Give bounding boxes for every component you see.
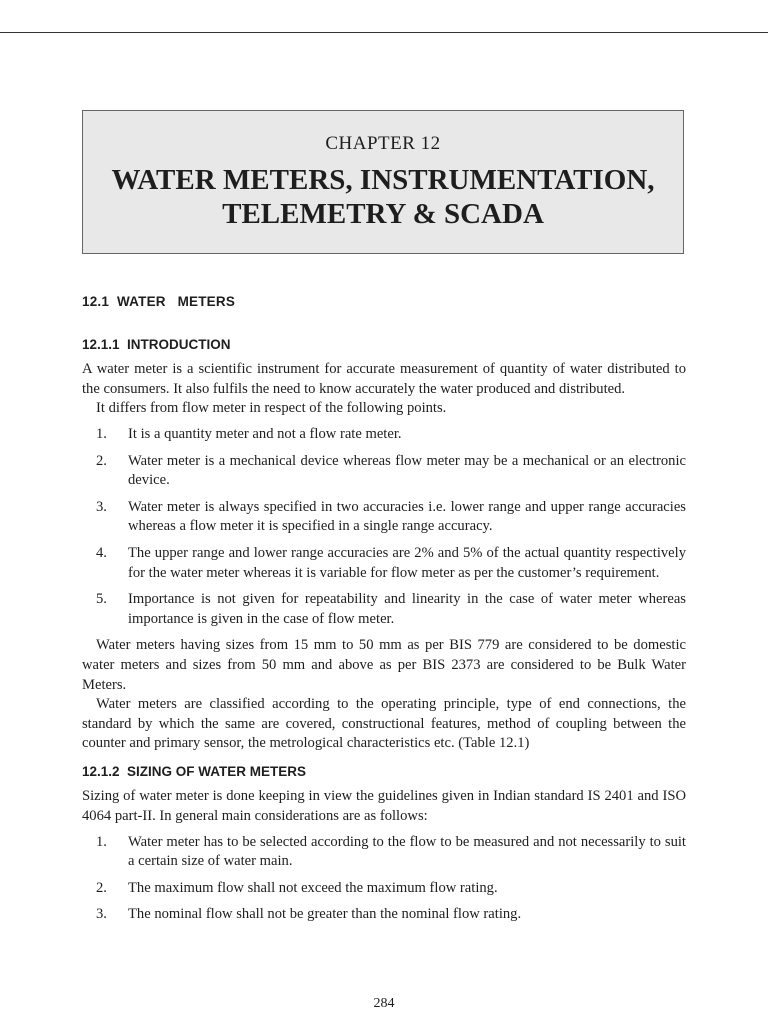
- classification-paragraph: Water meters are classified according to the operating principle, type of end connections, the standard by which the same are covered, constructional features, method of coupling between the counter and primary sensor, the metrological characteristics etc. (Table 12.1): [82, 696, 686, 752]
- list-item-number: 3.: [96, 906, 107, 923]
- list-item-number: 5.: [96, 591, 107, 608]
- list-item-number: 3.: [96, 498, 107, 515]
- list-item-number: 4.: [96, 544, 107, 561]
- list-item-text: Water meter is always specified in two accuracies i.e. lower range and upper range accuracies whereas a flow meter it is specified in a single range accuracy.: [128, 498, 686, 535]
- domestic-meters-paragraph: Water meters having sizes from 15 mm to 50 mm as per BIS 779 are considered to be domestic water meters and sizes from 50 mm and above as per BIS 2373 are considered to be Bulk Water Meters.: [82, 637, 686, 693]
- sizing-list: [82, 833, 686, 925]
- list-item: [82, 590, 686, 629]
- chapter-title-line-2: TELEMETRY & SCADA: [222, 198, 544, 230]
- list-item-number: 1.: [96, 833, 107, 850]
- list-item: [82, 879, 686, 899]
- page-content: [82, 292, 686, 932]
- list-item-number: 2.: [96, 452, 107, 469]
- list-item-number: 2.: [96, 879, 107, 896]
- list-item: [82, 452, 686, 491]
- page-number: 284: [373, 996, 395, 1011]
- list-item: [82, 833, 686, 872]
- top-rule: [0, 32, 768, 33]
- list-item-number: 1.: [96, 425, 107, 442]
- section-heading-12-1: 12.1 WATER METERS: [82, 294, 236, 309]
- list-item-text: The nominal flow shall not be greater than the nominal flow rating.: [128, 906, 522, 923]
- list-item: [82, 544, 686, 583]
- list-item: [82, 905, 686, 925]
- list-item-text: Water meter has to be selected according to the flow to be measured and not necessarily to suit a certain size of water main.: [128, 833, 686, 870]
- intro-paragraph: A water meter is a scientific instrument for accurate measurement of quantity of water distributed to the consumers. It also fulfils the need to know accurately the water produced and distributed.: [82, 361, 686, 397]
- sizing-paragraph: Sizing of water meter is done keeping in view the guidelines given in Indian standard IS 2401 and ISO 4064 part-II. In general main considerations are as follows:: [82, 788, 686, 825]
- list-item-text: The upper range and lower range accuracies are 2% and 5% of the actual quantity respectively for the water meter whereas it is variable for flow meter as per the customer’s requirement.: [128, 544, 686, 581]
- chapter-title-line-1: WATER METERS, INSTRUMENTATION,: [111, 164, 655, 196]
- section-heading-12-1-2: 12.1.2 SIZING OF WATER METERS: [82, 763, 307, 779]
- list-item-text: Importance is not given for repeatability and linearity in the case of water meter whereas importance is given in the case of flow meter.: [128, 591, 686, 627]
- list-item: [82, 425, 686, 445]
- chapter-title: [83, 163, 683, 231]
- chapter-label: CHAPTER 12: [325, 133, 441, 154]
- list-item-text: The maximum flow shall not exceed the maximum flow rating.: [128, 879, 498, 896]
- section-heading-12-1-1: 12.1.1 INTRODUCTION: [82, 336, 231, 352]
- list-item-text: It is a quantity meter and not a flow rate meter.: [128, 425, 402, 442]
- list-item: [82, 498, 686, 537]
- intro-differs-paragraph: It differs from flow meter in respect of the following points.: [96, 400, 447, 417]
- differences-list: [82, 425, 686, 629]
- chapter-header-box: [82, 110, 684, 254]
- list-item-text: Water meter is a mechanical device whereas flow meter may be a mechanical or an electronic device.: [128, 452, 686, 489]
